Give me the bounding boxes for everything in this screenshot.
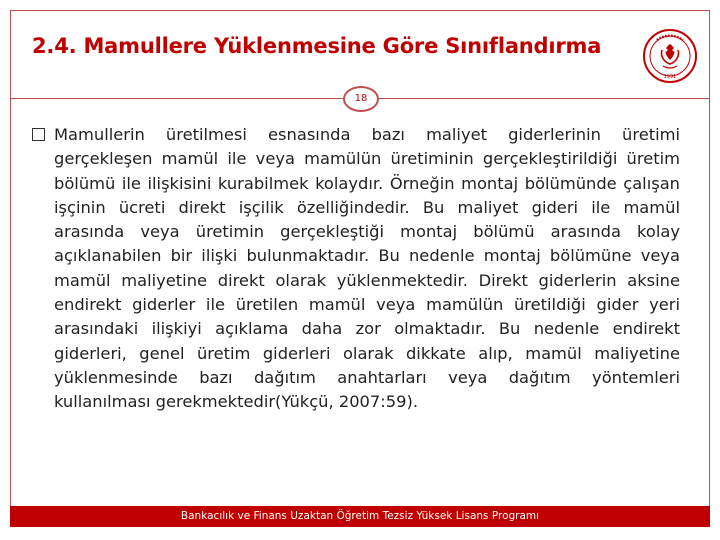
footer-bar [10,506,710,527]
slide-title: 2.4. Mamullere Yüklenmesine Göre Sınıflandırma [32,34,602,58]
page-number: 18 [354,93,368,104]
university-seal-icon [642,28,698,84]
slide-content [32,123,680,415]
bullet-box-icon [32,128,45,141]
logo-year: 1991 [663,74,677,80]
bullet-paragraph: Mamullerin üretilmesi esnasında bazı maliyet giderlerinin üretimi gerçekleşen mamül ile veya mamülün üretiminin gerçekleştirildiği üretim bölümü ile ilişkisini kurabilmek kolaydır. Örneğin montaj bölümünde çalışan işçinin ücreti direkt işçilik özelliğindedir. Bu maliyet gideri ile mamül arasında veya üretimin gerçekleştiği montaj bölümü arasında kolay açıklanabilen bir ilişki bulunmaktadır. Bu nedenle montaj bölümüne veya mamül maliyetine direkt olarak yüklenmektedir. Direkt giderlerin aksine endirekt giderler ile üretilen mamül veya mamülün üretildiği gider yeri arasındaki ilişkiyi açıklama daha zor olmaktadır. Bu nedenle endirekt giderleri, genel üretim giderleri olarak dikkate alıp, mamül maliyetine yüklenmesinde bazı dağıtım anahtarları veya dağıtım yöntemleri kullanılması gerekmektedir(Yükçü, 2007:59). [54,125,680,412]
page-number-badge [343,86,379,112]
footer-text: Bankacılık ve Finans Uzaktan Öğretim Tezsiz Yüksek Lisans Programı [180,510,540,522]
